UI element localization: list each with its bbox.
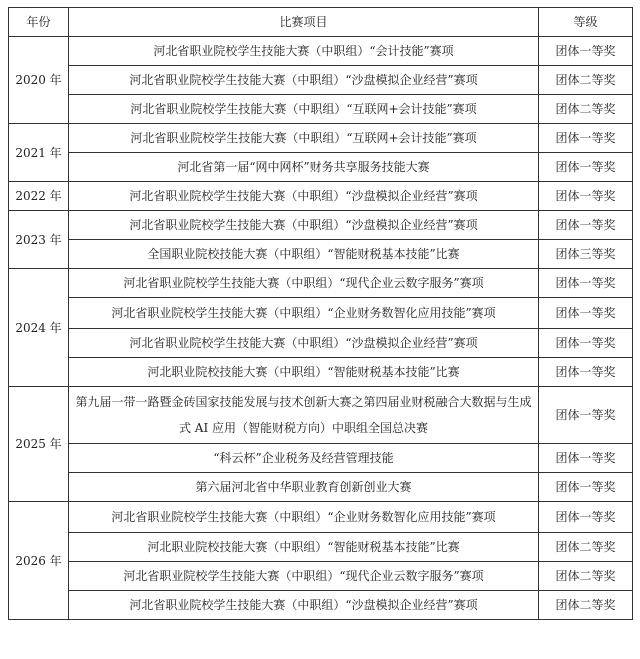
event-cell: 全国职业院校技能大赛（中职组）“智能财税基本技能”比赛 xyxy=(69,240,539,269)
level-cell: 团体一等奖 xyxy=(539,358,633,387)
event-cell: 河北职业院校技能大赛（中职组）“智能财税基本技能”比赛 xyxy=(69,358,539,387)
level-cell: 团体一等奖 xyxy=(539,182,633,211)
table-row xyxy=(9,562,633,591)
level-cell: 团体三等奖 xyxy=(539,240,633,269)
event-cell: 河北省职业院校学生技能大赛（中职组）“沙盘模拟企业经营”赛项 xyxy=(69,211,539,240)
table-row xyxy=(9,591,633,620)
table-row xyxy=(9,533,633,562)
level-cell: 团体一等奖 xyxy=(539,473,633,502)
table-row xyxy=(9,387,633,444)
year-cell: 2023 年 xyxy=(9,211,69,269)
table-row xyxy=(9,124,633,153)
level-cell: 团体一等奖 xyxy=(539,298,633,329)
event-cell: 河北省职业院校学生技能大赛（中职组）“沙盘模拟企业经营”赛项 xyxy=(69,66,539,95)
event-cell: 河北省职业院校学生技能大赛（中职组）“企业财务数智化应用技能”赛项 xyxy=(69,298,539,329)
event-cell: 第九届一带一路暨金砖国家技能发展与技术创新大赛之第四届业财税融合大数据与生成式 AI 应用（智能财税方向）中职组全国总决赛 xyxy=(69,387,539,444)
event-cell: 河北省职业院校学生技能大赛（中职组）“现代企业云数字服务”赛项 xyxy=(69,269,539,298)
table-row xyxy=(9,473,633,502)
event-cell: 河北省职业院校学生技能大赛（中职组）“沙盘模拟企业经营”赛项 xyxy=(69,182,539,211)
level-cell: 团体一等奖 xyxy=(539,502,633,533)
header-year: 年份 xyxy=(9,8,69,37)
event-cell: 河北职业院校技能大赛（中职组）“智能财税基本技能”比赛 xyxy=(69,533,539,562)
header-row xyxy=(9,8,633,37)
table-row xyxy=(9,329,633,358)
event-cell: “科云杯”企业税务及经营管理技能 xyxy=(69,444,539,473)
table-row xyxy=(9,269,633,298)
header-event: 比赛项目 xyxy=(69,8,539,37)
event-cell: 河北省职业院校学生技能大赛（中职组）“现代企业云数字服务”赛项 xyxy=(69,562,539,591)
table-row xyxy=(9,37,633,66)
header-level: 等级 xyxy=(539,8,633,37)
year-cell: 2025 年 xyxy=(9,387,69,502)
table-row xyxy=(9,211,633,240)
level-cell: 团体一等奖 xyxy=(539,211,633,240)
year-cell: 2021 年 xyxy=(9,124,69,182)
level-cell: 团体二等奖 xyxy=(539,95,633,124)
level-cell: 团体二等奖 xyxy=(539,533,633,562)
table-row xyxy=(9,298,633,329)
table-row xyxy=(9,95,633,124)
year-cell: 2026 年 xyxy=(9,502,69,620)
event-cell: 第六届河北省中华职业教育创新创业大赛 xyxy=(69,473,539,502)
event-cell: 河北省职业院校学生技能大赛（中职组）“企业财务数智化应用技能”赛项 xyxy=(69,502,539,533)
table-row xyxy=(9,502,633,533)
level-cell: 团体二等奖 xyxy=(539,66,633,95)
table-row xyxy=(9,358,633,387)
level-cell: 团体一等奖 xyxy=(539,329,633,358)
event-cell: 河北省职业院校学生技能大赛（中职组）“会计技能”赛项 xyxy=(69,37,539,66)
level-cell: 团体二等奖 xyxy=(539,562,633,591)
year-cell: 2024 年 xyxy=(9,269,69,387)
year-cell: 2022 年 xyxy=(9,182,69,211)
table-row xyxy=(9,182,633,211)
table-row xyxy=(9,444,633,473)
level-cell: 团体一等奖 xyxy=(539,153,633,182)
event-cell: 河北省职业院校学生技能大赛（中职组）“沙盘模拟企业经营”赛项 xyxy=(69,591,539,620)
event-cell: 河北省职业院校学生技能大赛（中职组）“互联网+会计技能”赛项 xyxy=(69,95,539,124)
table-row xyxy=(9,240,633,269)
awards-table xyxy=(8,7,633,620)
level-cell: 团体一等奖 xyxy=(539,269,633,298)
year-cell: 2020 年 xyxy=(9,37,69,124)
awards-body xyxy=(9,37,633,620)
table-row xyxy=(9,66,633,95)
event-cell: 河北省第一届“网中网杯”财务共享服务技能大赛 xyxy=(69,153,539,182)
level-cell: 团体二等奖 xyxy=(539,591,633,620)
level-cell: 团体一等奖 xyxy=(539,124,633,153)
table-row xyxy=(9,153,633,182)
level-cell: 团体一等奖 xyxy=(539,37,633,66)
level-cell: 团体一等奖 xyxy=(539,387,633,444)
event-cell: 河北省职业院校学生技能大赛（中职组）“互联网+会计技能”赛项 xyxy=(69,124,539,153)
event-cell: 河北省职业院校学生技能大赛（中职组）“沙盘模拟企业经营”赛项 xyxy=(69,329,539,358)
level-cell: 团体一等奖 xyxy=(539,444,633,473)
